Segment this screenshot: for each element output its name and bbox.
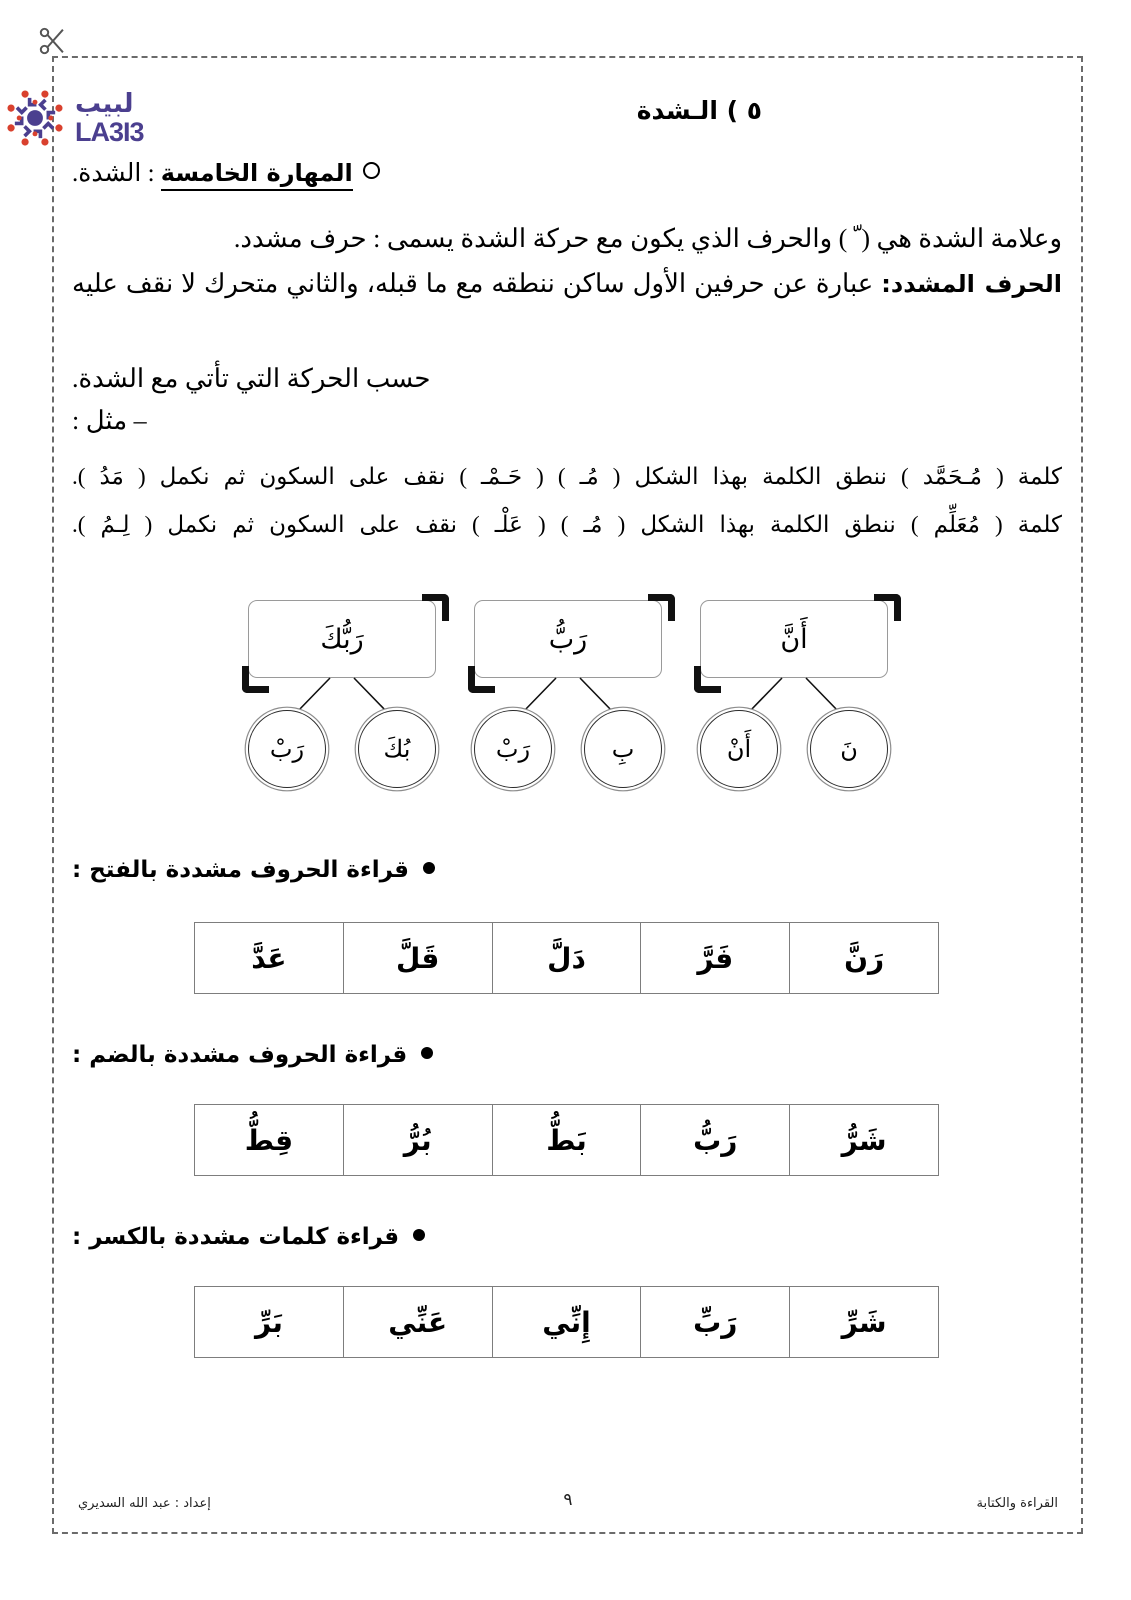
- section-heading-fatha: [72, 857, 1062, 883]
- intro-paragraph-3: حسب الحركة التي تأتي مع الشدة.: [72, 364, 431, 393]
- tree-leaf-left: بِ: [584, 710, 662, 788]
- corner-bracket-top-right: [648, 594, 675, 621]
- corner-bracket-top-right: [874, 594, 901, 621]
- word-cell: عَدَّ: [195, 923, 344, 994]
- word-cell: بُرُّ: [343, 1105, 492, 1176]
- logo-arabic-text: لبيب: [75, 88, 134, 119]
- tree-box-word: رَبُّ: [474, 600, 662, 678]
- word-cell: بَرِّ: [195, 1287, 344, 1358]
- labib-emblem-icon: [0, 82, 71, 154]
- filled-dot-bullet-icon: [423, 862, 435, 874]
- scissors-icon: [36, 24, 70, 58]
- section-heading-damma: [72, 1042, 1062, 1068]
- mushaddad-term: الحرف المشدد:: [881, 270, 1062, 298]
- example-label: – مثل :: [72, 406, 147, 435]
- footer-subject: القراءة والكتابة: [976, 1496, 1058, 1511]
- tree-diagram: [242, 592, 442, 807]
- tree-leaf-right: رَبْ: [474, 710, 552, 788]
- word-table-kasra: [194, 1286, 939, 1358]
- word-cell: عَنِّي: [343, 1287, 492, 1358]
- word-cell: إِنِّي: [492, 1287, 641, 1358]
- tree-leaf-right: رَبْ: [248, 710, 326, 788]
- section-heading-text: قراءة الحروف مشددة بالفتح :: [72, 857, 409, 883]
- word-cell: شَرُّ: [790, 1105, 939, 1176]
- word-cell: رَبُّ: [641, 1105, 790, 1176]
- word-cell: رَنَّ: [790, 923, 939, 994]
- tree-leaf-right: أَنْ: [700, 710, 778, 788]
- page-title: ٥ ) الـشدة: [636, 96, 762, 125]
- footer-author: إعداد : عبد الله السديري: [78, 1496, 211, 1511]
- tree-leaves: [242, 710, 442, 788]
- logo-latin-text: LA3I3: [75, 116, 144, 147]
- section-heading-kasra: [72, 1224, 1062, 1250]
- example-line-2: كلمة ( مُعَلِّم ) ننطق الكلمة بهذا الشكل ( مُـ ) ( عَلْـ ) نقف على السكون ثم نكمل ( لِـمُ ).: [72, 512, 1062, 537]
- word-cell: دَلَّ: [492, 923, 641, 994]
- word-cell: بَطُّ: [492, 1105, 641, 1176]
- logo-wordmark: [75, 88, 144, 147]
- tree-box-word: أَنَّ: [700, 600, 888, 678]
- section-heading-text: قراءة كلمات مشددة بالكسر :: [72, 1224, 400, 1250]
- logo: [0, 72, 159, 164]
- page-footer: [56, 1490, 1080, 1524]
- word-cell: شَرِّ: [790, 1287, 939, 1358]
- tree-diagram: [694, 592, 894, 807]
- intro-paragraph-1: وعلامة الشدة هي ( ّ ) والحرف الذي يكون مع حركة الشدة يسمى : حرف مشدد.: [233, 224, 1062, 253]
- word-cell: فَرَّ: [641, 923, 790, 994]
- tree-box-word: رَبُّكَ: [248, 600, 436, 678]
- corner-bracket-top-right: [422, 594, 449, 621]
- tree-leaves: [694, 710, 894, 788]
- skill-value: : الشدة.: [72, 160, 161, 187]
- mushaddad-definition: عبارة عن حرفين الأول ساكن ننطقه مع ما قبله، والثاني متحرك لا نقف عليه: [72, 269, 882, 298]
- tree-leaf-left: نَ: [810, 710, 888, 788]
- content-area: [72, 62, 1062, 1522]
- word-table-damma: [194, 1104, 939, 1176]
- intro-paragraph-2: [72, 267, 1062, 301]
- word-cell: قَلَّ: [343, 923, 492, 994]
- filled-dot-bullet-icon: [413, 1229, 425, 1241]
- word-cell: رَبِّ: [641, 1287, 790, 1358]
- syllable-trees: [234, 592, 894, 807]
- table-row: [195, 923, 939, 994]
- word-table-fatha: [194, 922, 939, 994]
- tree-leaves: [468, 710, 668, 788]
- section-heading-text: قراءة الحروف مشددة بالضم :: [72, 1042, 408, 1068]
- skill-heading: [72, 158, 1062, 188]
- tree-leaf-left: بُكَ: [358, 710, 436, 788]
- table-row: [195, 1287, 939, 1358]
- table-row: [195, 1105, 939, 1176]
- filled-dot-bullet-icon: [421, 1047, 433, 1059]
- skill-label: المهارة الخامسة: [161, 159, 353, 191]
- page-number: ٩: [563, 1490, 573, 1510]
- hollow-circle-bullet-icon: [363, 162, 380, 179]
- tree-diagram: [468, 592, 668, 807]
- word-cell: قِطُّ: [195, 1105, 344, 1176]
- example-line-1: كلمة ( مُـحَمَّد ) ننطق الكلمة بهذا الشكل ( مُـ ) ( حَـمْـ ) نقف على السكون ثم نكمل ( مَدُ ).: [72, 464, 1062, 489]
